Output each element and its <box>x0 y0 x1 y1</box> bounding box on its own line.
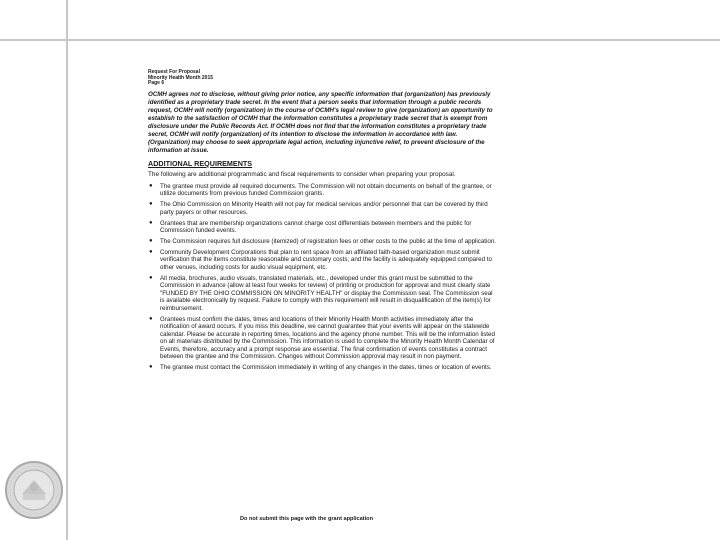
bullet-icon: ● <box>149 201 153 208</box>
requirement-text: Community Development Corporations that plan to rent space from an affiliated faith-based organization must submit verification that the items constitute reasonable and customary costs; and the facility is adequately equipped compared to other venues, including costs for audio visual equipment, etc. <box>160 248 492 271</box>
list-item <box>148 249 496 272</box>
requirement-text: The Commission requires full disclosure (itemized) of registration fees or other costs to the public at the time of application. <box>160 237 496 245</box>
bullet-icon: ● <box>149 219 153 226</box>
bullet-icon: ● <box>149 364 153 371</box>
requirements-list <box>148 183 496 372</box>
list-item <box>148 316 496 361</box>
requirement-text: The grantee must provide all required documents. The Commission will not obtain documents on behalf of the grantee, or utilize documents from previous funded Commission grants. <box>160 182 492 198</box>
page-header-line-1: Request For Proposal <box>148 69 200 75</box>
requirement-text: The grantee must contact the Commission immediately in writing of any changes in the dates, times or location of events. <box>160 364 492 372</box>
list-item <box>148 201 496 216</box>
bullet-icon: ● <box>149 237 153 244</box>
list-item <box>148 183 496 198</box>
left-margin-rule <box>66 0 68 540</box>
section-heading: ADDITIONAL REQUIREMENTS <box>148 158 253 168</box>
list-item <box>148 220 496 235</box>
bullet-icon: ● <box>149 274 153 281</box>
top-margin-rule <box>0 39 720 41</box>
section-lead: The following are additional programmatic and fiscal requirements to consider when preparing your proposal. <box>148 170 456 178</box>
list-item <box>148 275 496 313</box>
bullet-icon: ● <box>149 248 153 255</box>
document-page <box>148 70 496 375</box>
bullet-icon: ● <box>149 315 153 322</box>
list-item <box>148 238 496 246</box>
requirement-text: Grantees that are membership organizations cannot charge cost differentials between members and the public for Commission funded events. <box>160 219 472 235</box>
requirement-text: The Ohio Commission on Minority Health will not pay for medical services and/or personnel that can be covered by third party payers or other resources. <box>160 201 488 216</box>
ohio-commission-seal-icon <box>4 460 64 520</box>
list-item <box>148 364 496 372</box>
requirement-text: Grantees must confirm the dates, times and locations of their Minority Health Month activities immediately after the notification of award occurs. If you miss this deadline, we cannot guarantee that your events will appear on the statewide calendar. Please be accurate in reporting times, locations and the agency phone number. This will be the information listed on all materials distributed by the Commission. This information is used to complete the Minority Health Month Calendar of Events, therefore, accuracy and a prompt response are essential. The final confirmation of events constitutes a contract between the grantee and the Commission. Changes without Commission approval may result in non payment. <box>160 315 495 361</box>
page-header-line-2: Minority Health Month 2015 <box>148 74 214 81</box>
bullet-icon: ● <box>149 182 153 189</box>
page-footer-note: Do not submit this page with the grant application <box>240 516 374 522</box>
requirement-text: All media, brochures, audio visuals, translated materials, etc., developed under this grant must be submitted to the Commission in advance (allow at least four weeks for review) of printing or production for approval and must clearly state "FUNDED BY THE OHIO COMMISSION ON MINORITY HEALTH" or display the Commission seal. The Commission seal is available electronically by request. Failure to comply with this requirement will result in disqualification of the item(s) for reimbursement. <box>160 274 493 312</box>
confidentiality-paragraph: OCMH agrees not to disclose, without giving prior notice, any specific information that (organization) has previously identified as a proprietary trade secret. In the event that a person seeks that information through a public records request, OCMH will notify (organization) in the course of OCMH's legal review to give (organization) an opportunity to establish to the satisfaction of OCMH that the information constitutes a proprietary trade secret that is exempt from disclosure under the Public Records Act. If OCMH does not find that the information constitutes a proprietary trade secret, OCMH will notify (organization) of its intention to disclose the information in accordance with law. (Organization) may choose to seek appropriate legal action, including injunctive relief, to prevent disclosure of the information at issue. <box>148 90 493 154</box>
page-header-line-3: Page 6 <box>148 80 165 87</box>
